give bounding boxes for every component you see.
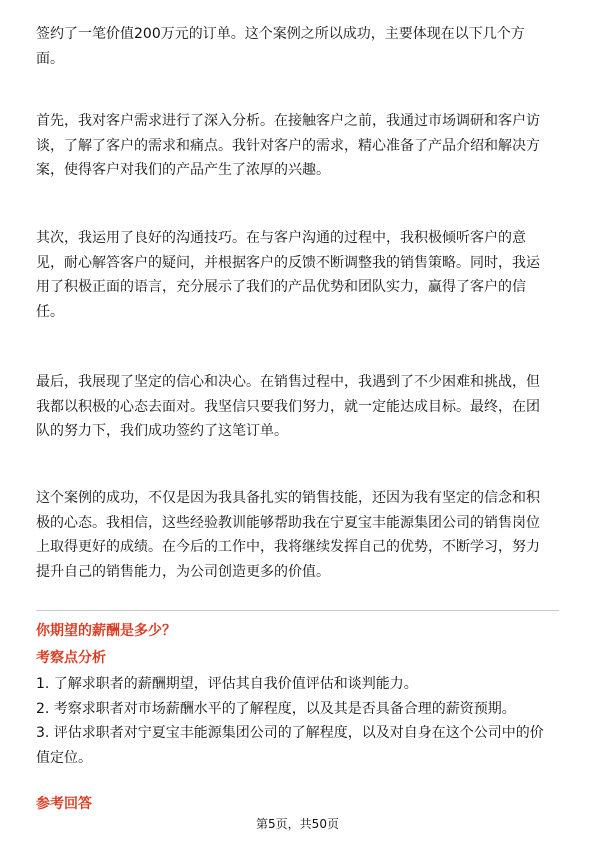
- section-divider: [36, 610, 559, 611]
- text-line: 用了积极正面的语言，充分展示了我们的产品优势和团队实力，赢得了客户的信: [36, 279, 526, 295]
- paragraph-third: [36, 370, 559, 444]
- text-line: 任。: [36, 303, 64, 320]
- text-line: 我都以积极的心态去面对。我坚信只要我们努力，就一定能达成目标。最终，在团: [36, 398, 540, 415]
- text-line: 最后，我展现了坚定的信心和决心。在销售过程中，我遇到了不少困难和挑战，但: [36, 374, 540, 390]
- text-line: 提升自己的销售能力，为公司创造更多的价值。: [36, 563, 330, 580]
- text-line: 首先，我对客户需求进行了深入分析。在接触客户之前，我通过市场调研和客户访: [36, 113, 540, 129]
- paragraph-first: [36, 109, 559, 183]
- text-line: 签约了一笔价值200万元的订单。这个案例之所以成功，主要体现在以下几个方: [36, 26, 525, 42]
- paragraph-second: [36, 226, 559, 324]
- text-line: 其次，我运用了良好的沟通技巧。在与客户沟通的过程中，我积极倾听客户的意: [36, 230, 526, 246]
- list-item: 1. 了解求职者的薪酬期望，评估其自我价值评估和谈判能力。: [36, 676, 418, 692]
- page-footer: 第5页，共50页: [256, 817, 339, 831]
- text-line: 面。: [36, 50, 64, 67]
- analysis-points: [36, 672, 559, 770]
- question-title: 你期望的薪酬是多少？: [36, 623, 176, 639]
- list-item: 3. 评估求职者对宁夏宝丰能源集团公司的了解程度，以及对自身在这个公司中的价: [36, 725, 544, 741]
- text-line: 案，使得客户对我们的产品产生了浓厚的兴趣。: [36, 162, 330, 178]
- answer-heading: 参考回答: [36, 796, 92, 812]
- analysis-heading: 考察点分析: [36, 650, 106, 666]
- text-line: 见，耐心解答客户的疑问，并根据客户的反馈不断调整我的销售策略。同时，我运: [36, 254, 540, 271]
- text-line: 队的努力下，我们成功签约了这笔订单。: [36, 423, 288, 439]
- text-line: 极的心态。我相信，这些经验教训能够帮助我在宁夏宝丰能源集团公司的销售岗位: [36, 514, 540, 531]
- list-item: 2. 考察求职者对市场薪酬水平的了解程度，以及其是否具备合理的薪资预期。: [36, 700, 516, 717]
- text-line: 上取得更好的成绩。在今后的工作中，我将继续发挥自己的优势，不断学习，努力: [36, 539, 540, 555]
- text-line: 这个案例的成功，不仅是因为我具备扎实的销售技能，还因为我有坚定的信念和积: [36, 490, 540, 506]
- list-item-continuation: 值定位。: [36, 749, 92, 766]
- paragraph-conclusion: [36, 486, 559, 584]
- text-line: 谈，了解了客户的需求和痛点。我针对客户的需求，精心准备了产品介绍和解决方: [36, 137, 540, 154]
- paragraph-case-summary: [36, 22, 559, 71]
